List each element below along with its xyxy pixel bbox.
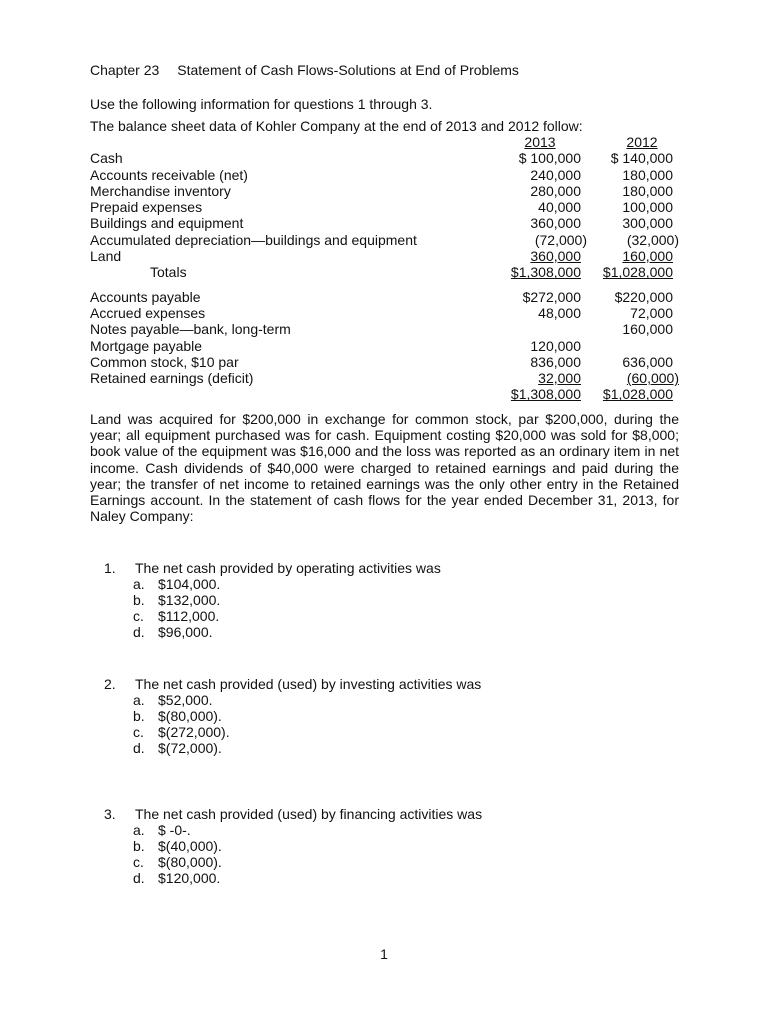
value-2013: 40,000 [538, 199, 581, 216]
value-2012: 300,000 [622, 215, 673, 232]
answer-option [133, 592, 220, 608]
option-text: $96,000. [158, 624, 213, 640]
total-2012: $1,028,000 [602, 386, 673, 403]
value-2013: 120,000 [530, 337, 581, 354]
question-number: 1. [104, 560, 116, 576]
answer-option [133, 740, 230, 756]
table-row [90, 289, 680, 305]
value-2012: (32,000) [626, 231, 679, 248]
balance-sheet-header [90, 134, 680, 150]
option-letter: b. [133, 838, 145, 854]
option-text: $(80,000). [158, 708, 222, 724]
option-text: $52,000. [158, 692, 213, 708]
question-number: 2. [104, 676, 116, 692]
option-letter: c. [133, 608, 144, 624]
question-stem: The net cash provided (used) by financing activities was [135, 806, 483, 822]
row-label: Accounts receivable (net) [90, 166, 248, 183]
option-text: $104,000. [158, 576, 221, 592]
intro-line-1: Use the following information for questions 1 through 3. [90, 96, 433, 112]
row-label: Retained earnings (deficit) [90, 370, 254, 387]
total-2013: $1,308,000 [510, 264, 581, 281]
question-stem: The net cash provided by operating activities was [135, 560, 441, 576]
row-label: Common stock, $10 par [90, 353, 239, 370]
chapter-title: Statement of Cash Flows-Solutions at End of Problems [177, 62, 519, 78]
value-2013: $ 100,000 [518, 150, 581, 167]
row-label: Cash [90, 150, 123, 167]
table-row [90, 354, 680, 370]
value-2012: 180,000 [622, 166, 673, 183]
answer-option [133, 870, 222, 886]
table-row [90, 338, 680, 354]
table-row [90, 248, 680, 264]
row-label: Buildings and equipment [90, 215, 244, 232]
answer-option [133, 576, 220, 592]
balance-sheet [90, 134, 680, 403]
total-2012: $1,028,000 [602, 264, 673, 281]
problem-paragraph: Land was acquired for $200,000 in exchange for common stock, par $200,000, during the year; all equipment purchased was for cash. Equipment costing $20,000 was sold for $8,000; book value of the equipment was $16,000 and the loss was reported as an ordinary item in net income. Cash dividends of $40,000 were charged to retained earnings and paid during the year; the transfer of net income to retained earnings was the only other entry in the Retained Earnings account. In the statement of cash flows for the year ended December 31, 2013, for Naley Company: [90, 411, 679, 525]
value-2013: 240,000 [530, 166, 581, 183]
totals-row [90, 264, 680, 280]
answer-option [133, 708, 230, 724]
table-row [90, 215, 680, 231]
row-label: Accrued expenses [90, 304, 206, 321]
table-row [90, 167, 680, 183]
value-2012: 72,000 [630, 304, 673, 321]
value-2013: 48,000 [538, 304, 581, 321]
option-letter: a. [133, 692, 145, 708]
option-text: $112,000. [158, 608, 220, 624]
total-2013: $1,308,000 [510, 386, 581, 403]
answer-option [133, 854, 222, 870]
value-2012: 636,000 [622, 353, 673, 370]
option-letter: d. [133, 624, 145, 640]
table-row [90, 150, 680, 166]
value-2012: 160,000 [622, 248, 673, 265]
option-text: $(272,000). [158, 724, 230, 740]
answer-option [133, 822, 222, 838]
value-2012: $220,000 [614, 288, 673, 305]
option-letter: a. [133, 822, 145, 838]
option-letter: d. [133, 740, 145, 756]
table-row [90, 199, 680, 215]
row-label: Notes payable—bank, long-term [90, 321, 291, 338]
answer-options [133, 692, 230, 756]
value-2012: $ 140,000 [610, 150, 673, 167]
year-2013-header: 2013 [524, 134, 556, 150]
row-label: Land [90, 248, 122, 265]
answer-options [133, 576, 220, 640]
answer-option [133, 838, 222, 854]
page-number: 1 [380, 946, 388, 962]
year-2012-header: 2012 [626, 134, 658, 150]
table-row [90, 183, 680, 199]
row-label: Prepaid expenses [90, 199, 203, 216]
totals-label: Totals [150, 264, 187, 281]
row-label: Accounts payable [90, 288, 201, 305]
option-text: $ -0-. [158, 822, 191, 838]
table-row [90, 321, 680, 337]
table-row [90, 232, 680, 248]
option-letter: b. [133, 592, 145, 608]
table-row [90, 370, 680, 386]
value-2013: 280,000 [530, 182, 581, 199]
option-letter: d. [133, 870, 145, 886]
value-2013: 836,000 [530, 353, 581, 370]
value-2013: 360,000 [530, 215, 581, 232]
option-letter: b. [133, 708, 145, 724]
value-2012: 100,000 [622, 199, 673, 216]
option-letter: c. [133, 854, 144, 870]
answer-option [133, 692, 230, 708]
totals-row [90, 386, 680, 402]
row-label: Accumulated depreciation—buildings and equipment [90, 231, 417, 248]
value-2012: (60,000) [626, 370, 679, 387]
question-stem: The net cash provided (used) by investing activities was [135, 676, 482, 692]
answer-option [133, 624, 220, 640]
value-2012: 180,000 [622, 182, 673, 199]
option-text: $132,000. [158, 592, 221, 608]
option-text: $120,000. [158, 870, 221, 886]
option-letter: c. [133, 724, 144, 740]
value-2013: (72,000) [534, 231, 587, 248]
value-2013: 32,000 [538, 370, 581, 387]
answer-option [133, 724, 230, 740]
row-label: Mortgage payable [90, 337, 203, 354]
option-text: $(40,000). [158, 838, 222, 854]
chapter-label: Chapter 23 [90, 62, 160, 78]
option-text: $(72,000). [158, 740, 222, 756]
value-2013: $272,000 [522, 288, 581, 305]
intro-line-2: The balance sheet data of Kohler Company at the end of 2013 and 2012 follow: [90, 118, 583, 134]
answer-options [133, 822, 222, 886]
option-text: $(80,000). [158, 854, 222, 870]
row-label: Merchandise inventory [90, 182, 231, 199]
option-letter: a. [133, 576, 145, 592]
answer-option [133, 608, 220, 624]
page-title [90, 62, 519, 78]
table-row [90, 305, 680, 321]
value-2013: 360,000 [530, 248, 581, 265]
value-2012: 160,000 [622, 321, 673, 338]
question-number: 3. [104, 806, 116, 822]
